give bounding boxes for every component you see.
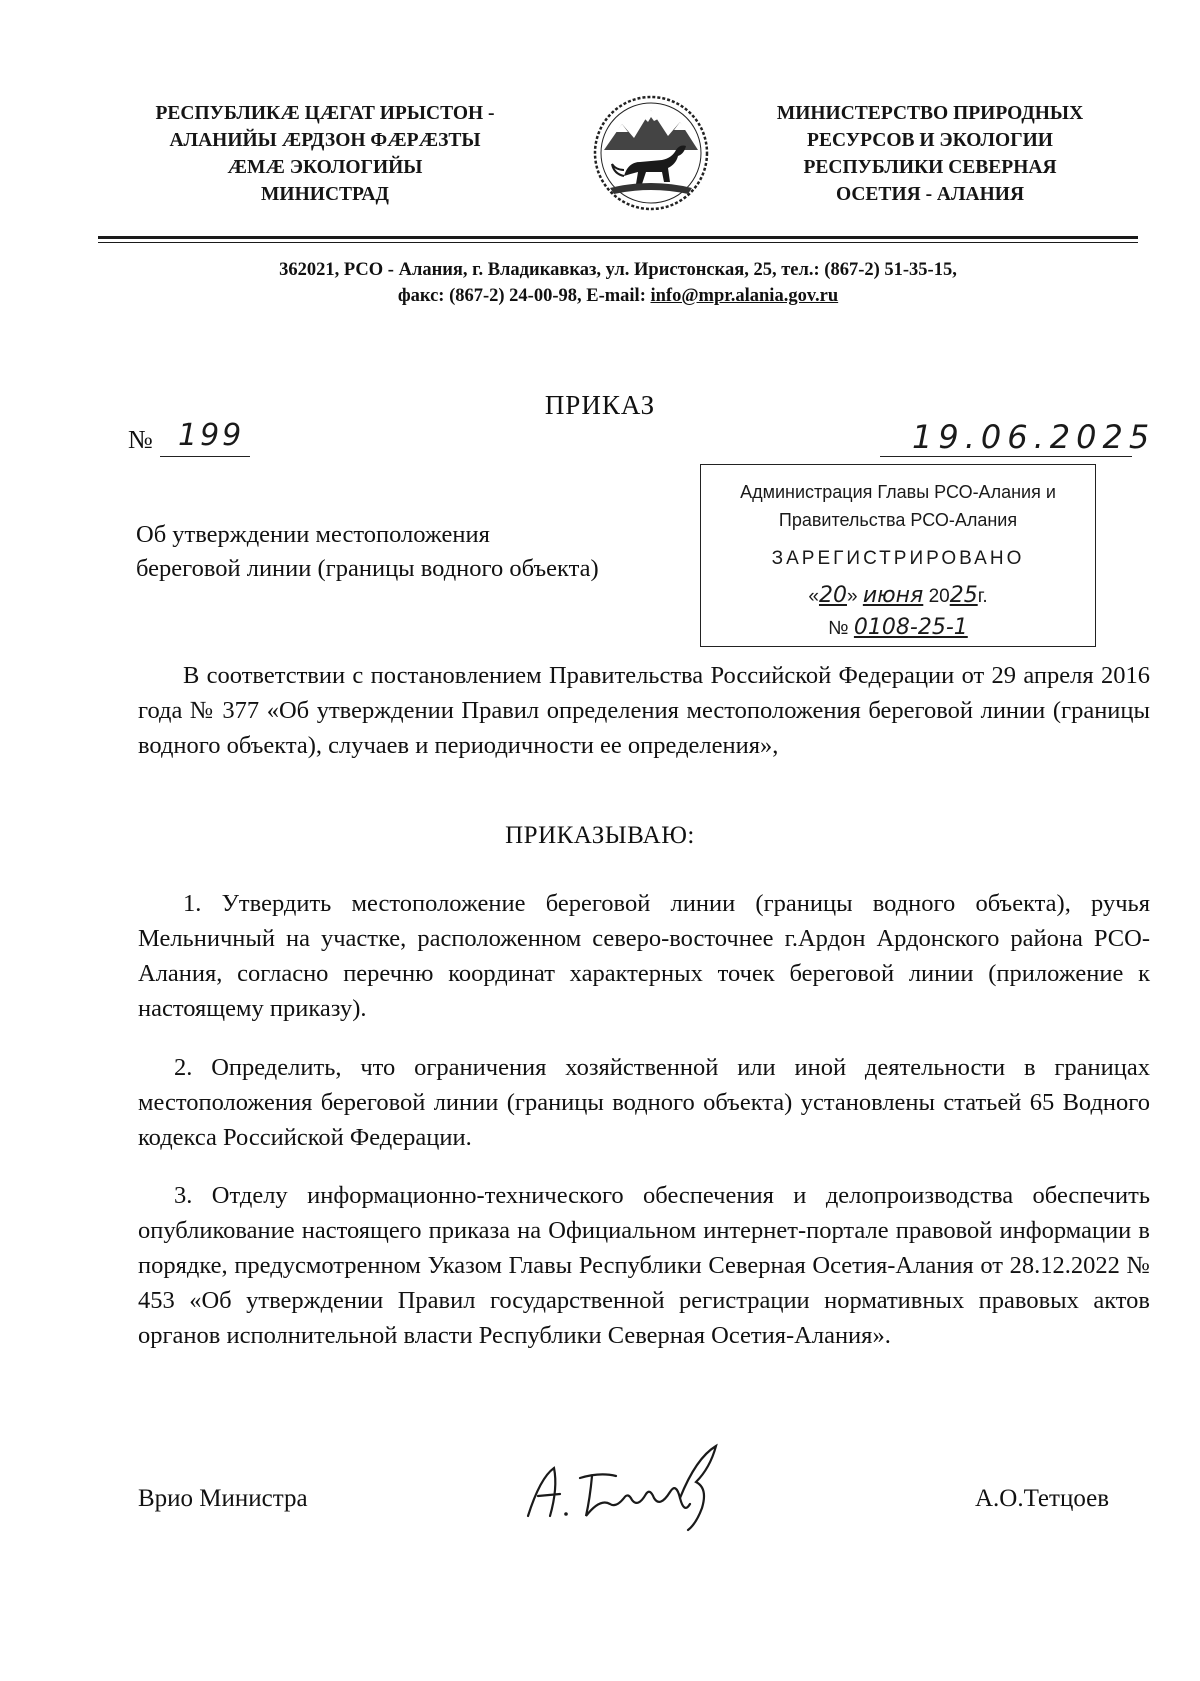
contact-line [98, 283, 1138, 309]
address-line: 362021, РСО - Алания, г. Владикавказ, ул. Иристонская, 25, тел.: (867-2) 51-35-15, [279, 260, 957, 280]
stamp-status: ЗАРЕГИСТРИРОВАНО [771, 548, 1025, 569]
order-subject [136, 518, 599, 586]
preamble-paragraph: В соответствии с постановлением Правительства Российской Федерации от 29 апреля 2016 года № 377 «Об утверждении Правил определения местоположения береговой линии (границы водного объекта), случаев и периодичности ее определения», [138, 662, 1150, 759]
stamp-year-suffix: 25 [949, 583, 978, 608]
order-directive-heading: ПРИКАЗЫВАЮ: [505, 822, 695, 849]
stamp-org-line: Администрация Главы РСО-Алания и [740, 482, 1056, 502]
stamp-year-mark: г. [977, 586, 988, 607]
order-subject-line: Об утверждении местоположения [136, 521, 490, 548]
stamp-date: «20» июня 2025г. [808, 583, 988, 608]
fax-text: факс: (867-2) 24-00-98, E-mail: [397, 286, 651, 306]
stamp-month: июня [862, 583, 924, 608]
letterhead-left-line: МИНИСТРАД [261, 184, 389, 205]
letterhead-rule-thin [98, 242, 1138, 243]
handwritten-signature-icon [520, 1438, 740, 1534]
order-date: 19.06.2025 [912, 418, 1156, 456]
letterhead-left-line: ӔМӔ ЭКОЛОГИЙЫ [227, 157, 423, 178]
stamp-number-label: № [828, 618, 849, 639]
letterhead-right-line: ОСЕТИЯ - АЛАНИЯ [835, 184, 1025, 205]
registration-stamp [700, 464, 1096, 647]
order-date-underline [880, 456, 1132, 457]
email-link[interactable]: info@mpr.alania.gov.ru [650, 286, 839, 306]
stamp-year-prefix: 20 [928, 586, 950, 607]
order-item: 2. Определить, что ограничения хозяйственной или иной деятельности в границах местоположения береговой линии (границы водного объекта) установлены статьей 65 Водного кодекса Российской Федерации. [138, 1054, 1150, 1151]
order-subject-line: береговой линии (границы водного объекта) [136, 555, 599, 582]
letterhead-left-line: РЕСПУБЛИКӔ ЦӔГАТ ИРЫСТОН - [155, 103, 495, 124]
letterhead-right-line: МИНИСТЕРСТВО ПРИРОДНЫХ [776, 103, 1084, 124]
stamp-number: 0108-25-1 [853, 615, 968, 640]
order-item: 3. Отделу информационно-технического обеспечения и делопроизводства обеспечить опубликование настоящего приказа на Официальном интернет-портале правовой информации в порядке, предусмотренном Указом Главы Республики Северная Осетия-Алания от 28.12.2022 № 453 «Об утверждении Правил государственной регистрации нормативных правовых актов органов исполнительной власти Республики Северная Осетия-Алания». [138, 1182, 1150, 1349]
letterhead-left-ossetian [110, 100, 540, 208]
order-number-label: № [128, 425, 153, 454]
letterhead-rule-thick [98, 236, 1138, 239]
coat-of-arms-leopard-icon [588, 92, 714, 214]
stamp-registration-number [701, 615, 1095, 640]
stamp-org-line: Правительства РСО-Алания [778, 510, 1018, 530]
document-title: ПРИКАЗ [544, 390, 656, 420]
letterhead-right-line: РЕСПУБЛИКИ СЕВЕРНАЯ [803, 157, 1057, 178]
letterhead-right-russian [740, 100, 1120, 208]
letterhead-right-line: РЕСУРСОВ И ЭКОЛОГИИ [807, 130, 1053, 151]
order-number: 199 [178, 418, 245, 453]
stamp-day: 20 [818, 583, 847, 608]
signatory-position: Врио Министра [138, 1485, 308, 1512]
order-number-underline [160, 456, 250, 457]
letterhead-left-line: АЛАНИЙЫ ӔРДЗОН ФӔРӔЗТЫ [169, 130, 481, 151]
signatory-name: А.О.Тетцоев [975, 1485, 1110, 1512]
order-item: 1. Утвердить местоположение береговой линии (границы водного объекта), ручья Мельничный на участке, расположенном северо-восточнее г.Ардон Ардонского района РСО-Алания, согласно перечню координат характерных точек береговой линии (приложение к настоящему приказу). [138, 890, 1150, 1022]
